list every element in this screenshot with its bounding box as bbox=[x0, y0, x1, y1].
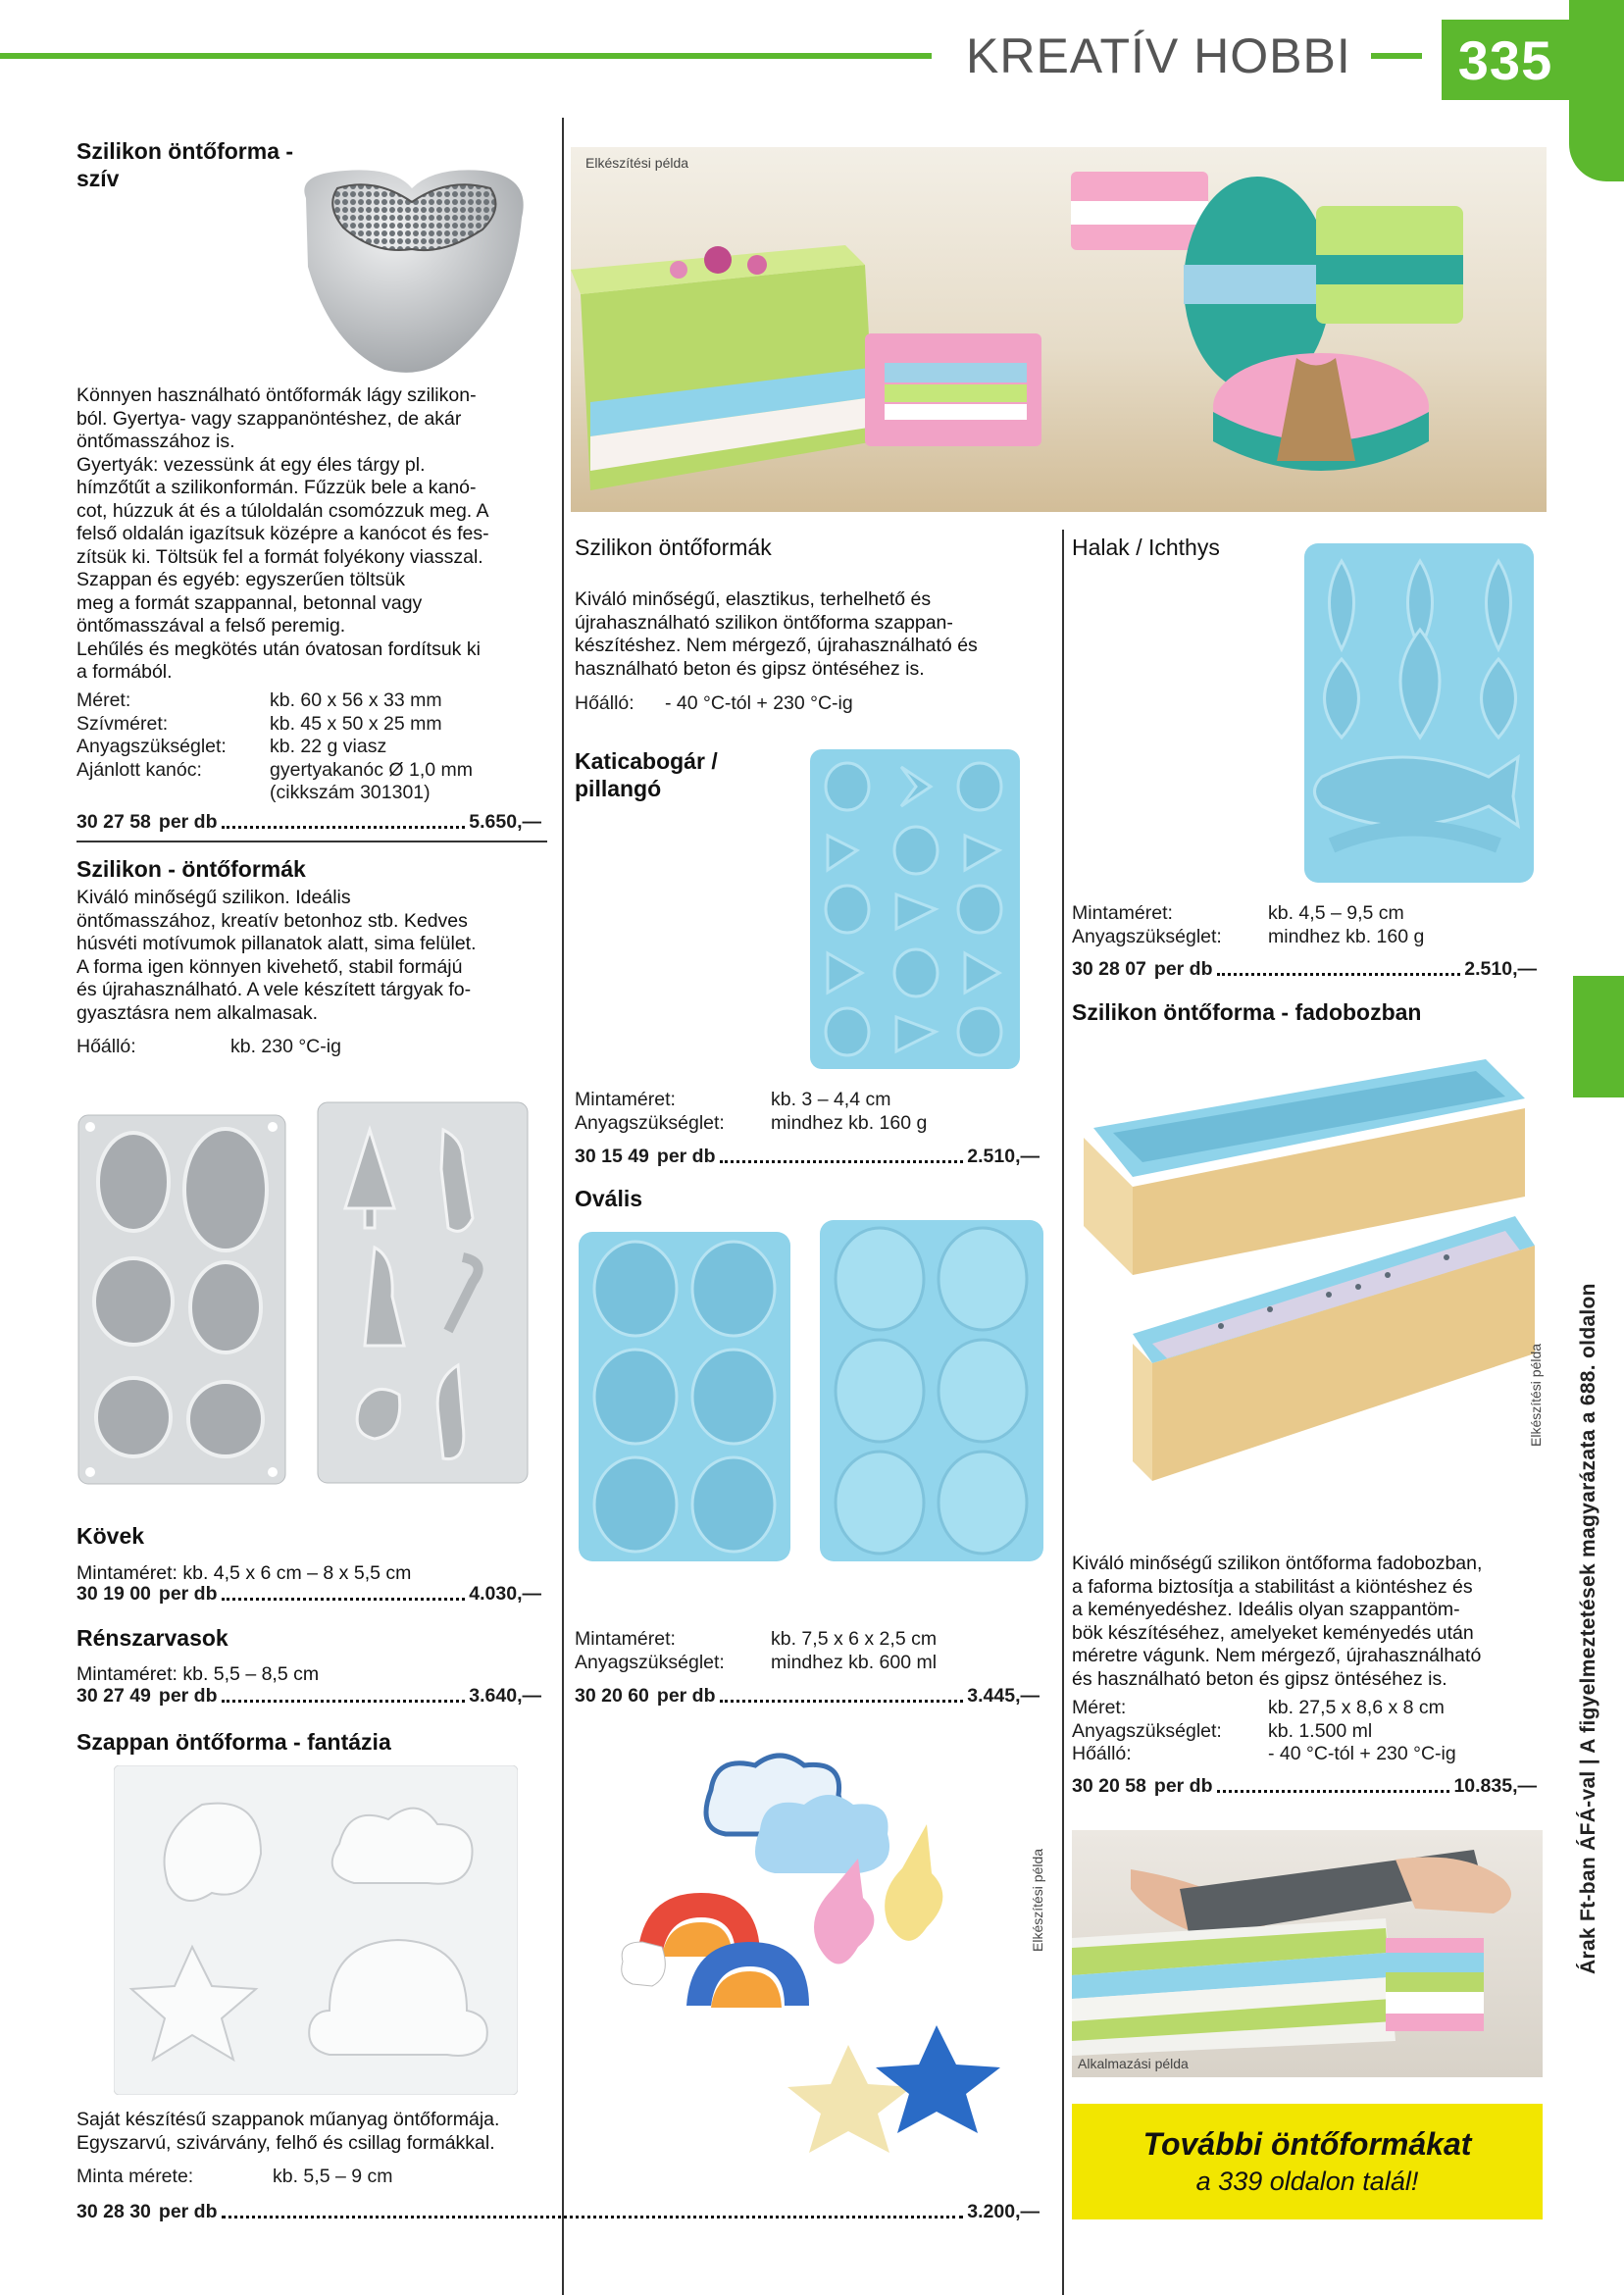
green-tab-top bbox=[1569, 0, 1624, 181]
woodbox-price-line: 30 20 58 per db 10.835,— bbox=[1072, 1775, 1537, 1797]
oval-specs: Mintaméret: kb. 7,5 x 6 x 2,5 cm Anyagszükséglet: mindhez kb. 600 ml bbox=[575, 1628, 938, 1673]
green-tab-mid bbox=[1573, 976, 1624, 1097]
header-title: KREATÍV HOBBI bbox=[966, 28, 1351, 83]
reindeer-price-line: 30 27 49 per db 3.640,— bbox=[76, 1685, 541, 1707]
reindeer-title: Rénszarvasok bbox=[76, 1625, 228, 1651]
stones-size: Mintaméret: kb. 4,5 x 6 cm – 8 x 5,5 cm bbox=[76, 1562, 412, 1584]
banner-line-2: a 339 oldalon talál! bbox=[1195, 2167, 1419, 2196]
column-separator bbox=[562, 118, 564, 2295]
molds-description: Kiváló minőségű, elasztikus, terhelhető és újrahasználható szilikon öntőforma szappan- készítéshez. Nem mérgező, újrahasználható és használható beton és gipsz öntéséhez is. bbox=[575, 588, 978, 680]
fantasy-title: Szappan öntőforma - fantázia bbox=[76, 1729, 391, 1755]
fish-price-line: 30 28 07 per db 2.510,— bbox=[1072, 958, 1537, 980]
stones-mold-image bbox=[76, 1113, 287, 1486]
stones-price-line: 30 19 00 per db 4.030,— bbox=[76, 1583, 541, 1605]
stones-title: Kövek bbox=[76, 1523, 145, 1549]
header-rule-left bbox=[0, 53, 932, 59]
reindeer-size: Mintaméret: kb. 5,5 – 8,5 cm bbox=[76, 1663, 320, 1685]
fish-title: Halak / Ichthys bbox=[1072, 535, 1220, 560]
heart-price-line: 30 27 58 per db 5.650,— bbox=[76, 811, 541, 833]
fantasy-description: Saját készítésű szappanok műanyag öntőformája. Egyszarvú, szivárvány, felhő és csillag formákkal. bbox=[76, 2109, 500, 2154]
heart-title: Szilikon öntőforma - szív bbox=[76, 138, 294, 191]
reindeer-mold-image bbox=[316, 1100, 530, 1485]
oval-mold-image-1 bbox=[577, 1230, 792, 1563]
ladybug-specs: Mintaméret: kb. 3 – 4,4 cm Anyagszükséglet: mindhez kb. 160 g bbox=[575, 1089, 928, 1134]
fish-mold-image bbox=[1302, 541, 1536, 885]
ladybug-mold-image bbox=[808, 747, 1022, 1071]
ladybug-title: Katicabogár / pillangó bbox=[575, 748, 718, 801]
oval-price-line: 30 20 60 per db 3.445,— bbox=[575, 1685, 1040, 1707]
oval-mold-image-2 bbox=[818, 1218, 1045, 1563]
fantasy-price-line: 30 28 30 per db 3.200,— bbox=[76, 2201, 1040, 2222]
molds-title: Szilikon öntőformák bbox=[575, 535, 772, 560]
banner-line-1: További öntőformákat bbox=[1142, 2126, 1472, 2162]
more-molds-banner bbox=[1072, 2104, 1543, 2219]
cutting-soap-photo bbox=[1072, 1830, 1543, 2077]
heart-mold-image bbox=[286, 159, 537, 384]
woodbox-description: Kiváló minőségű szilikon öntőforma fadobozban, a faforma biztosítja a stabilitást a kiöntéshez és a keményedéshez. Ideális olyan szappantöm- bök készítéséhez, amelyeket keményedés után méretre vágunk. Nem mérgező, újrahasználható és használható beton és gipsz öntéséhez is. bbox=[1072, 1553, 1483, 1690]
example-label-vertical: Elkészítési példa bbox=[1528, 1343, 1544, 1447]
silicone-heat: Hőálló: kb. 230 °C-ig bbox=[76, 1036, 341, 1057]
molds-heat: Hőálló: - 40 °C-tól + 230 °C-ig bbox=[575, 692, 853, 714]
fish-specs: Mintaméret: kb. 4,5 – 9,5 cm Anyagszükséglet: mindhez kb. 160 g bbox=[1072, 902, 1425, 947]
column-separator bbox=[1062, 530, 1064, 2295]
heart-description: Könnyen használható öntőformák lágy szilikon- ból. Gyertya- vagy szappanöntéshez, de akár öntőmasszához is. Gyertyák: vezessünk át egy éles tárgy pl. hímzőtűt a szilikonformán. Fűzzük bele a kanó- cot, húzzuk át és a túloldalán csomózzuk meg. A felső oldalán igazítsuk középre a kanócot és fes- zítsük ki. Töltsük fel a formát folyékony viasszal. Szappan és egyéb: egyszerűen töltsük meg a formát szappannal, betonnal vagy öntőmasszával a felső peremig. Lehűlés és megkötés után óvatosan fordítsuk ki a formából. bbox=[76, 384, 489, 683]
soap-example-photo bbox=[571, 147, 1547, 512]
heart-specs: Méret: kb. 60 x 56 x 33 mm Szívméret: kb. 45 x 50 x 25 mm Anyagszükséglet: kb. 22 g viasz Ajánlott kanóc: gyertyakanóc Ø 1,0 mm (cikkszám 301301) bbox=[76, 689, 473, 803]
woodbox-image bbox=[1074, 1049, 1545, 1491]
fantasy-size: Minta mérete: kb. 5,5 – 9 cm bbox=[76, 2166, 393, 2187]
oval-title: Ovális bbox=[575, 1186, 643, 1211]
example-label: Elkészítési példa bbox=[585, 155, 689, 171]
price-underline bbox=[76, 841, 547, 842]
fantasy-mold-image bbox=[114, 1765, 518, 2095]
page-number-box bbox=[1442, 20, 1569, 100]
side-note: Árak Ft-ban ÁFÁ-val | A figyelmeztetések magyarázata a 688. oldalon bbox=[1577, 1283, 1599, 1974]
woodbox-specs: Méret: kb. 27,5 x 8,6 x 8 cm Anyagszükséglet: kb. 1.500 ml Hőálló: - 40 °C-tól + 230 °C-ig bbox=[1072, 1697, 1456, 1764]
silicone-title: Szilikon - öntőformák bbox=[76, 856, 306, 882]
woodbox-title: Szilikon öntőforma - fadobozban bbox=[1072, 999, 1422, 1025]
fantasy-soaps-image bbox=[613, 1751, 1025, 2153]
silicone-description: Kiváló minőségű szilikon. Ideális öntőmasszához, kreatív betonhoz stb. Kedves húsvéti motívumok pillanatok alatt, sima felület. A forma igen könnyen kivehető, stabil formájú és újrahasználható. A vele készített tárgyak fo- gyasztásra nem alkalmasak. bbox=[76, 887, 477, 1024]
ladybug-price-line: 30 15 49 per db 2.510,— bbox=[575, 1146, 1040, 1167]
application-label: Alkalmazási példa bbox=[1078, 2056, 1189, 2071]
header-rule-right bbox=[1371, 53, 1422, 59]
page-number: 335 bbox=[1457, 28, 1553, 91]
example-label-vertical: Elkészítési példa bbox=[1030, 1848, 1045, 1952]
